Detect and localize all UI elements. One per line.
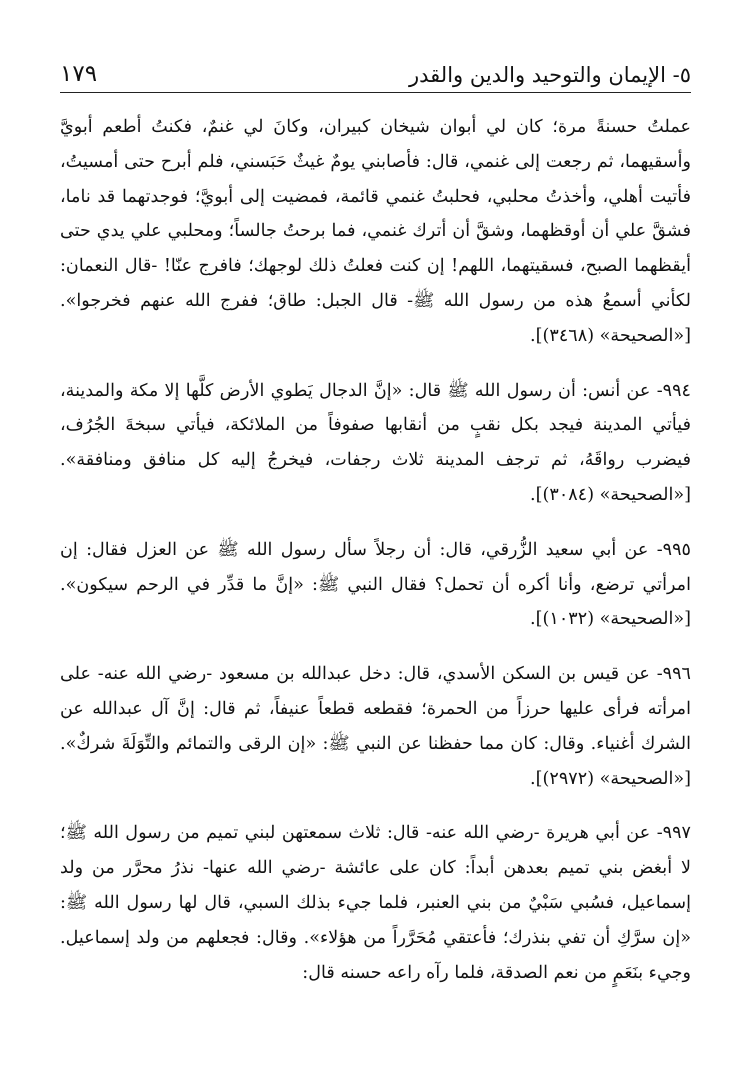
page-body	[60, 110, 691, 990]
hadith-paragraph	[60, 533, 691, 637]
page-number: ١٧٩	[60, 61, 98, 87]
hadith-text: عن أبي هريرة -رضي الله عنه- قال: ثلاث سمعتهن لبني تميم من رسول الله ﷺ؛ لا أبغض بني تميم بعدهن أبداً: كان على عائشة -رضي الله عنها- نذرُ محرَّر من ولد إسماعيل، فسُبي سَبْيٌ من بني العنبر، فلما جيء بذلك السبي، قال لها رسول الله ﷺ: «إن سرَّكِ أن تفي بنذرك؛ فأعتقي مُحَرَّراً من هؤلاء». وقال: فجعلهم من ولد إسماعيل. وجيء بنَعَمٍ من نعم الصدقة، فلما رآه راعه حسنه قال:	[60, 823, 691, 983]
hadith-text: عن أنس: أن رسول الله ﷺ قال: «إنَّ الدجال يَطوي الأرض كلَّها إلا مكة والمدينة، فيأتي المدينة فيجد بكل نقبٍ من أنقابها صفوفاً من الملائكة، فيأتي سبخةَ الجُرُف، فيضرب رواقَهُ، ثم ترجف المدينة ثلاث رجفات، فيخرجُ إليه كل منافق ومنافقة». [«الصحيحة» (٣٠٨٤)].	[60, 380, 691, 505]
header-divider	[60, 92, 691, 93]
hadith-paragraph	[60, 816, 691, 990]
hadith-number: ٩٩٧-	[656, 823, 691, 844]
hadith-paragraph	[60, 657, 691, 796]
hadith-text: عملتُ حسنةً مرة؛ كان لي أبوان شيخان كبيران، وكانَ لي غنمٌ، فكنتُ أطعم أبويَّ وأسقيهما، ثم رجعت إلى غنمي، قال: فأصابني يومٌ غيثٌ حَبَسني، فلم أبرح حتى أمسيتُ، فأتيت أهلي، وأخذتُ محلبي، فحلبتُ غنمي قائمة، فمضيت إلى أبويَّ؛ فوجدتهما قد ناما، فشقَّ علي أن أوقظهما، وشقَّ أن أترك غنمي، فما برحتُ جالساً؛ ومحلبي علي يدي حتى أيقظهما الصبح، فسقيتهما، اللهم! إن كنت فعلتُ ذلك لوجهك؛ فافرج عنّا! -قال النعمان: لكأني أسمعُ هذه من رسول الله ﷺ- قال الجبل: طاق؛ ففرج الله عنهم فخرجوا». [«الصحيحة» (٣٤٦٨)].	[60, 117, 691, 346]
hadith-text: عن قيس بن السكن الأسدي، قال: دخل عبدالله بن مسعود -رضي الله عنه- على امرأته فرأى عليها حرزاً من الحمرة؛ فقطعه قطعاً عنيفاً، ثم قال: إنَّ آل عبدالله عن الشرك أغنياء. وقال: كان مما حفظنا عن النبي ﷺ: «إن الرقى والتمائم والتِّوَلَةَ شركٌ». [«الصحيحة» (٢٩٧٢)].	[60, 664, 691, 789]
hadith-paragraph	[60, 374, 691, 513]
hadith-number: ٩٩٤-	[656, 380, 691, 401]
hadith-number: ٩٩٦-	[656, 664, 691, 685]
hadith-text: عن أبي سعيد الزُّرقي، قال: أن رجلاً سأل رسول الله ﷺ عن العزل فقال: إن امرأتي ترضع، وأنا أكره أن تحمل؟ فقال النبي ﷺ: «إنَّ ما قدِّر في الرحم سيكون». [«الصحيحة» (١٠٣٢)].	[60, 539, 691, 630]
hadith-number: ٩٩٥-	[656, 539, 691, 560]
page-header	[60, 52, 691, 86]
chapter-title: ٥- الإيمان والتوحيد والدين والقدر	[409, 63, 691, 87]
hadith-paragraph	[60, 110, 691, 354]
